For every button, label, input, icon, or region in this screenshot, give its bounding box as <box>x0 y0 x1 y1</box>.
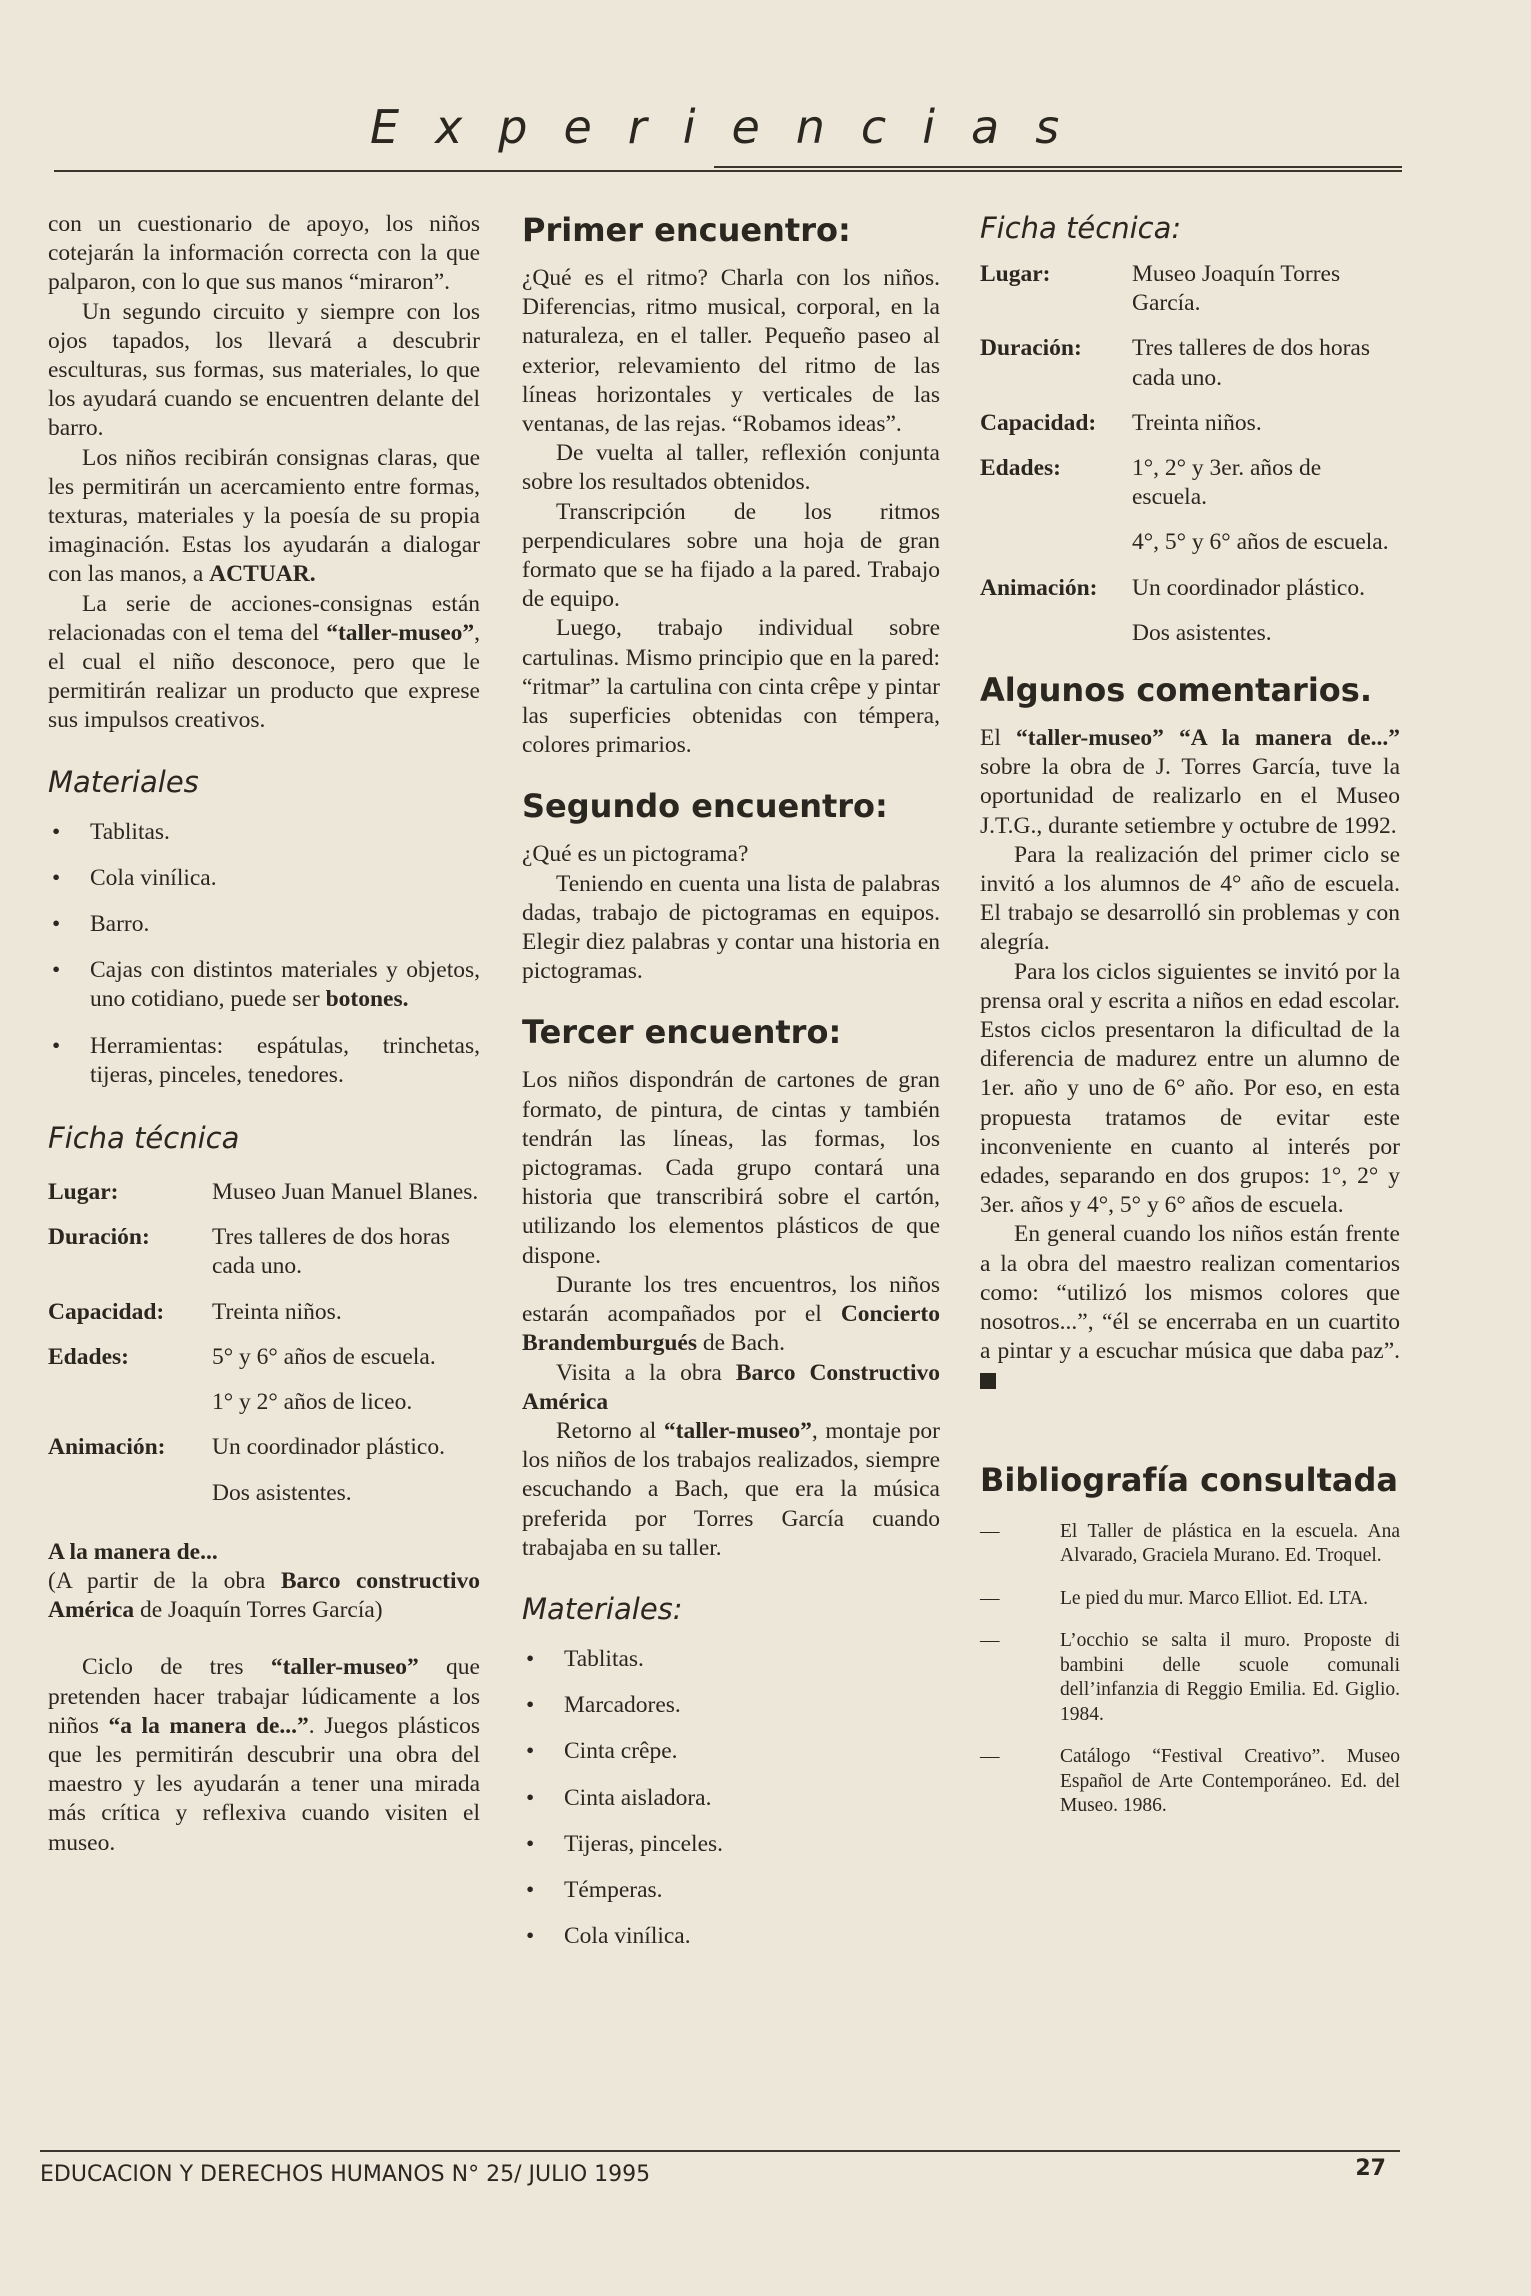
paragraph: Ciclo de tres “taller-museo” que pretenden hacer trabajar lúdicamente a los niños “a la manera de...”. Juegos plásticos que les permitirán descubrir una obra del maestro y les ayudarán a tener una mirada más crítica y reflexiva cuando visiten el museo. <box>48 1654 480 1856</box>
list-item: • Herramientas: espátulas, trinchetas, tijeras, pinceles, tenedores. <box>52 1032 480 1088</box>
list-item: • Tablitas. <box>526 1645 644 1672</box>
paragraph: Durante los tres encuentros, los niños estarán acompañados por el Concierto Brandemburgués de Bach. <box>522 1271 940 1357</box>
paragraph: Luego, trabajo individual sobre cartulinas. Mismo principio que en la pared: “ritmar” la cartulina con cinta crêpe y pintar las superficies obtenidas con témpera, colores primarios. <box>522 615 940 759</box>
header-rule-accent <box>714 166 1402 168</box>
list-item: • Barro. <box>52 911 150 938</box>
column-right <box>980 210 1400 1819</box>
list-item: • Cinta crêpe. <box>526 1738 678 1765</box>
ficha-heading: Ficha técnica: <box>980 211 1182 245</box>
page-number: 27 <box>1355 2156 1386 2181</box>
bib-entry: Catálogo “Festival Creativo”. Museo Español de Arte Contemporáneo. Ed. del Museo. 1986. <box>1060 1746 1400 1817</box>
paragraph: Visita a la obra Barco Constructivo América <box>522 1359 940 1415</box>
materiales-heading: Materiales: <box>522 1591 683 1626</box>
paragraph: Los niños dispondrán de cartones de gran formato, de pintura, de cintas y también tendrán las líneas, las formas, los pictogramas. Cada grupo contará una historia que transcribirá sobre el cartón, utilizando los elementos plásticos de que dispone. <box>522 1067 940 1269</box>
list-item: • Tablitas. <box>52 818 170 845</box>
page-header <box>54 100 1402 176</box>
end-mark-icon <box>980 1373 996 1389</box>
section-heading: Segundo encuentro: <box>522 787 888 826</box>
paragraph: Transcripción de los ritmos perpendiculares sobre una hoja de gran formato que se ha fijado a la pared. Trabajo de equipo. <box>522 498 940 613</box>
list-item: • Tijeras, pinceles. <box>526 1830 724 1857</box>
column-left <box>48 210 480 1858</box>
paragraph: Para los ciclos siguientes se invitó por la prensa oral y escrita a niños en edad escolar. Estos ciclos presentaron la dificultad de la diferencia de madurez entre un alumno de 1er. año y uno de 6° año. Por eso, en esta propuesta tratamos de evitar este inconveniente en cuanto al interés por edades, separando en dos grupos: 1°, 2° y 3er. años y 4°, 5° y 6° años de escuela. <box>980 958 1400 1219</box>
footer-rule <box>40 2150 1400 2152</box>
subheading: A la manera de... <box>48 1538 218 1565</box>
paragraph: Retorno al “taller-museo”, montaje por los niños de los trabajos realizados, siempre escuchando a Bach, que era la música preferida por Torres García cuando trabajaba en su taller. <box>522 1417 940 1561</box>
footer-publication: EDUCACION Y DERECHOS HUMANOS N° 25/ JULIO 1995 <box>40 2162 651 2187</box>
ficha-tecnica: Lugar: Museo Joaquín Torres García. Duración: Tres talleres de dos horas cada uno. Capacidad: Treinta niños. Edades: 1°, 2° y 3er. años de escuela. 4°, 5° y 6° años de escuela. Animación: Un coordinador plástico. Dos asistentes. <box>980 261 1389 646</box>
paragraph: Un segundo circuito y siempre con los ojos tapados, los llevará a descubrir esculturas, sus formas, sus materiales, lo que los ayudará cuando se encuentren delante del barro. <box>48 298 480 442</box>
bib-entry: El Taller de plástica en la escuela. Ana Alvarado, Graciela Murano. Ed. Troquel. <box>1060 1520 1400 1567</box>
section-heading: Algunos comentarios. <box>980 671 1372 710</box>
section-title: Experiencias <box>370 100 1096 154</box>
list-item: • Cola vinílica. <box>526 1923 691 1950</box>
paragraph: ¿Qué es un pictograma? <box>522 841 749 868</box>
paragraph: Los niños recibirán consignas claras, que les permitirán un acercamiento entre formas, texturas, materiales y la poesía de su propia imaginación. Estas los ayudarán a dialogar con las manos, a ACTUAR. <box>48 444 480 588</box>
list-item: • Cola vinílica. <box>52 864 217 891</box>
header-rule <box>54 170 1402 172</box>
list-item: • Cinta aisladora. <box>526 1784 712 1811</box>
materiales-list <box>522 1645 940 1951</box>
paragraph: (A partir de la obra Barco constructivo América de Joaquín Torres García) <box>48 1567 480 1624</box>
section-heading: Primer encuentro: <box>522 211 851 249</box>
paragraph: En general cuando los niños están frente a la obra del maestro realizan comentarios como: “utilizó los mismos colores que nosotros...”, “él se encerraba en un cuartito a pintar y a escuchar música que daba paz”. <box>980 1220 1400 1395</box>
column-middle <box>522 210 940 1951</box>
paragraph: El “taller-museo” “A la manera de...” sobre la obra de J. Torres García, tuve la oportunidad de realizarlo en el Museo J.T.G., durante setiembre y octubre de 1992. <box>980 725 1400 839</box>
paragraph: ¿Qué es el ritmo? Charla con los niños. Diferencias, ritmo musical, corporal, en la naturaleza, en el taller. Pequeño paseo al exterior, relevamiento del ritmo de las líneas horizontales y verticales de las ventanas, de las rejas. “Robamos ideas”. <box>522 265 940 438</box>
bib-entry: Le pied du mur. Marco Elliot. Ed. LTA. <box>1060 1587 1369 1609</box>
paragraph: De vuelta al taller, reflexión conjunta sobre los resultados obtenidos. <box>522 440 940 496</box>
page-footer <box>40 2150 1400 2187</box>
list-item: • Témperas. <box>526 1876 663 1903</box>
bib-entry: L’occhio se salta il muro. Proposte di bambini delle scuole comunali dell’infanzia di Reggio Emilia. Ed. Giglio. 1984. <box>1060 1630 1400 1725</box>
ficha-heading: Ficha técnica <box>48 1121 240 1156</box>
list-item: • Marcadores. <box>526 1692 681 1719</box>
materiales-list <box>48 818 480 1090</box>
list-item: • Cajas con distintos materiales y objetos, uno cotidiano, puede ser botones. <box>52 957 480 1013</box>
section-heading: Tercer encuentro: <box>522 1013 842 1052</box>
paragraph: con un cuestionario de apoyo, los niños cotejarán la información correcta con la que palparon, con lo que sus manos “miraron”. <box>48 211 480 296</box>
section-heading: Bibliografía consultada <box>980 1460 1399 1499</box>
paragraph: Teniendo en cuenta una lista de palabras dadas, trabajo de pictogramas en equipos. Elegir diez palabras y contar una historia en pictogramas. <box>522 870 940 985</box>
materiales-heading: Materiales <box>48 764 199 799</box>
ficha-tecnica: Lugar: Museo Juan Manuel Blanes. Duración: Tres talleres de dos horas cada uno. Capacidad: Treinta niños. Edades: 5° y 6° años de escuela. 1° y 2° años de liceo. Animación: Un coordinador plástico. Dos asistentes. <box>48 1179 479 1506</box>
paragraph: La serie de acciones-consignas están relacionadas con el tema del “taller-museo”, el cual el niño desconoce, pero que le permitirán realizar un producto que exprese sus impulsos creativos. <box>48 590 480 734</box>
paragraph: Para la realización del primer ciclo se invitó a los alumnos de 4° año de escuela. El trabajo se desarrolló sin problemas y con alegría. <box>980 841 1400 956</box>
bibliography: — El Taller de plástica en la escuela. Ana Alvarado, Graciela Murano. Ed. Troquel. — Le pied du mur. Marco Elliot. Ed. LTA. — L’occhio se salta il muro. Proposte di bambini delle scuole comunali dell’infanzia di Reggio Emilia. Ed. Giglio. 1984. — Catálogo “Festival Creativo”. Museo Español de Arte Contemporáneo. Ed. del Museo. 1986. <box>980 1520 1400 1819</box>
